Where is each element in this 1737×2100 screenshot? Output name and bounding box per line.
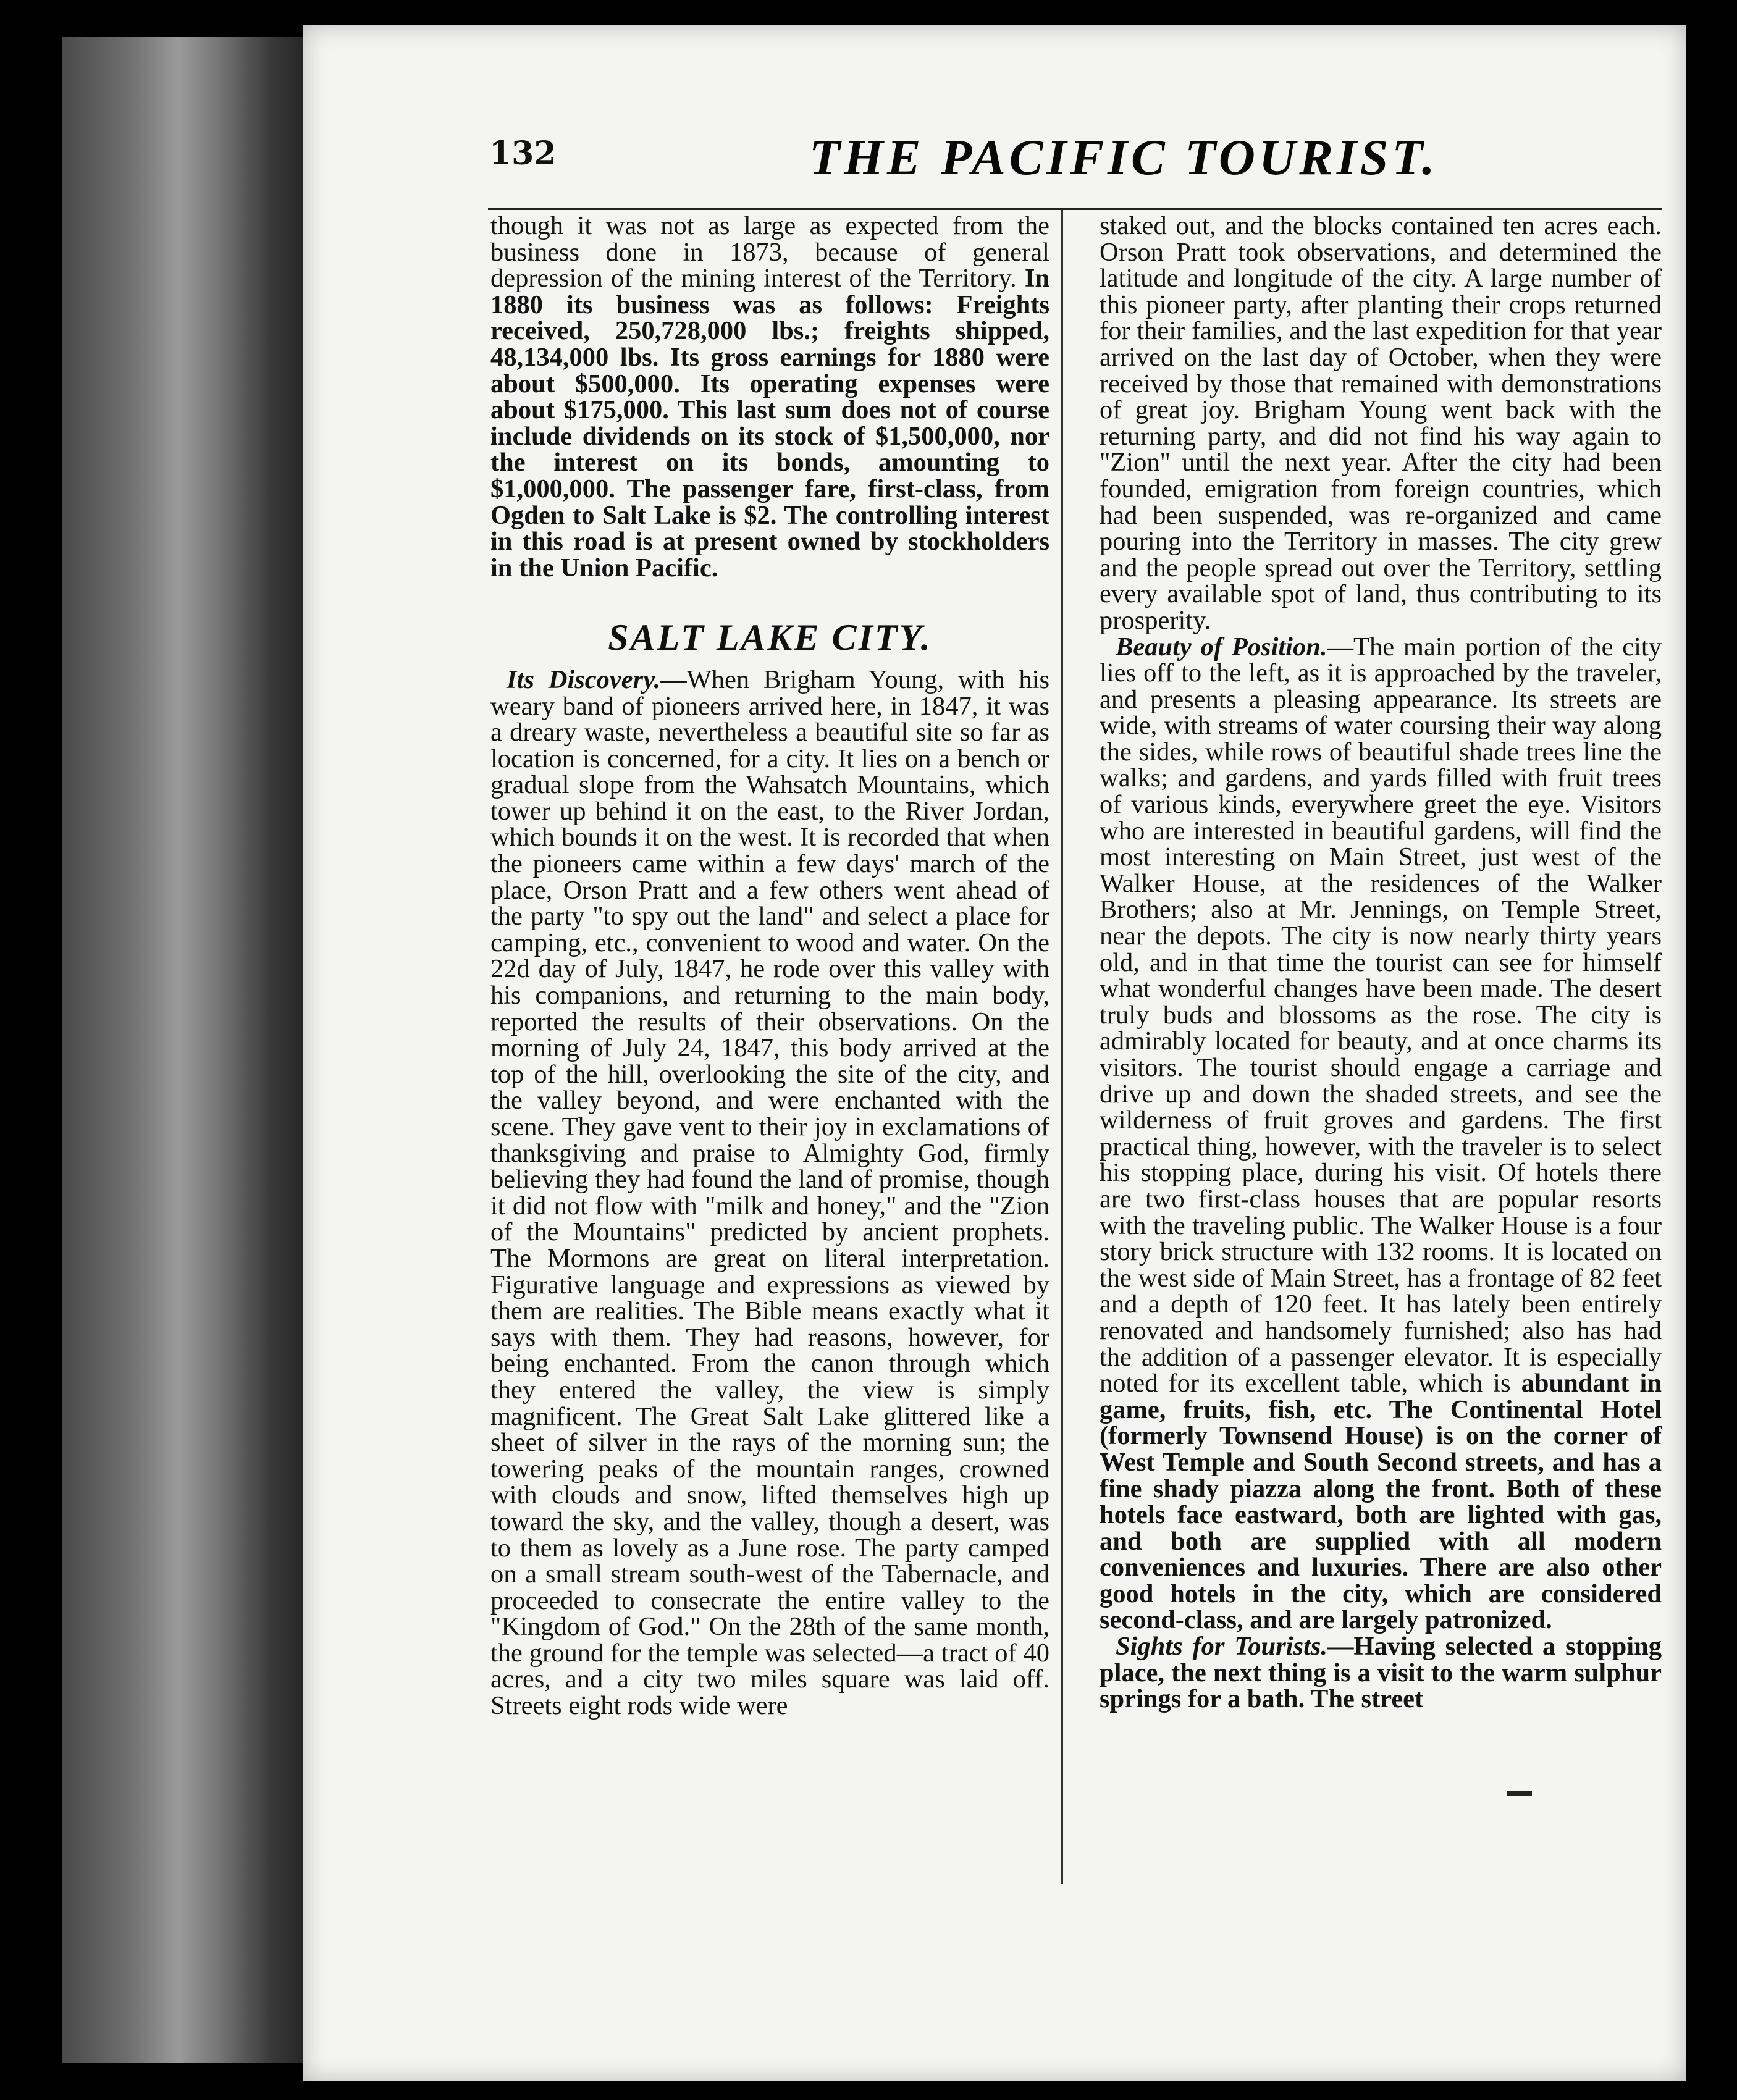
beauty-paragraph xyxy=(1100,634,1662,1634)
discovery-lead-in: Its Discovery. xyxy=(507,665,661,694)
discovery-paragraph xyxy=(490,667,1049,1720)
book-page-edge xyxy=(62,37,321,2063)
beauty-lead-in: Beauty of Position. xyxy=(1116,632,1327,662)
beauty-text-bold: abundant in game, fruits, fish, etc. The Continental Hotel (formerly Townsend House) is on the corner of West Temple and South Second streets, and has a fine shady piazza along the front. Both of these hotels face eastward, both are lighted with gas, and both are supplied with all modern conveniences and luxuries. There are also other good hotels in the city, which are considered second-class, and are largely patronized. xyxy=(1100,1369,1662,1635)
page-number: 132 xyxy=(489,135,557,172)
ink-smudge xyxy=(1507,1791,1532,1796)
opening-text: though it was not as large as expected from the business done in 1873, because of general depression of the mining interest of the Territory. xyxy=(490,211,1049,293)
column-divider xyxy=(1061,210,1063,1884)
book-page xyxy=(303,25,1686,2081)
continuation-paragraph: staked out, and the blocks contained ten acres each. Orson Pratt took observations, and determined the latitude and longitude of the city. A large number of this pioneer party, after planting their crops returned for their families, and the last expedition for that year arrived on the last day of October, when they were received by those that remained with demonstrations of great joy. Brigham Young went back with the returning party, and did not find his way again to "Zion" until the next year. After the city had been founded, emigration from foreign countries, which had been suspended, was re-organized and came pouring into the Territory in masses. The city grew and the people spread out over the Territory, settling every available spot of land, thus contributing to its prosperity. xyxy=(1100,211,1662,635)
running-title: THE PACIFIC TOURIST. xyxy=(809,129,1439,185)
right-column xyxy=(1100,213,1662,1713)
opening-paragraph xyxy=(490,213,1049,581)
header-rule xyxy=(488,208,1662,210)
opening-text-bold: In 1880 its business was as follows: Freights received, 250,728,000 lbs.; freights shipped, 48,134,000 lbs. Its gross earnings for 1880 were about $500,000. Its operating expenses were about $175,000. This last sum does not of course include dividends on its stock of $1,500,000, nor the interest on its bonds, amounting to $1,000,000. The passenger fare, first-class, from Ogden to Salt Lake is $2. The controlling interest in this road is at present owned by stockholders in the Union Pacific. xyxy=(490,264,1049,582)
section-title: SALT LAKE CITY. xyxy=(608,617,932,658)
sights-lead-in: Sights for Tourists. xyxy=(1116,1632,1328,1661)
discovery-text: —When Brigham Young, with his weary band of pioneers arrived here, in 1847, it was a dreary waste, nevertheless a beautiful site so far as location is concerned, for a city. It lies on a bench or gradual slope from the Wahsatch Mountains, which tower up behind it on the east, to the River Jordan, which bounds it on the west. It is recorded that when the pioneers came within a few days' march of the place, Orson Pratt and a few others went ahead of the party "to spy out the land" and select a place for camping, etc., convenient to wood and water. On the 22d day of July, 1847, he rode over this valley with his companions, and returning to the main body, reported the results of their observations. On the morning of July 24, 1847, this body arrived at the top of the hill, overlooking the site of the city, and the valley beyond, and were enchanted with the scene. They gave vent to their joy in exclamations of thanksgiving and praise to Almighty God, firmly believing they had found the land of promise, though it did not flow with "milk and honey," and the "Zion of the Mountains" predicted by ancient prophets. The Mormons are great on literal interpretation. Figurative language and expressions as viewed by them are realities. The Bible means exactly what it says with them. They had reasons, however, for being enchanted. From the canon through which they entered the valley, the view is simply magnificent. The Great Salt Lake glittered like a sheet of silver in the rays of the morning sun; the towering peaks of the mountain ranges, crowned with clouds and snow, lifted themselves high up toward the sky, and the valley, though a desert, was to them as lovely as a June rose. The party camped on a small stream south-west of the Tabernacle, and proceeded to consecrate the entire valley to the "Kingdom of God." On the 28th of the same month, the ground for the temple was selected—a tract of 40 acres, and a city two miles square was laid off. Streets eight rods wide were xyxy=(490,665,1049,1721)
sights-text: —Having selected a stopping place, the next thing is a visit to the warm sulphur springs for a bath. The street xyxy=(1100,1632,1662,1714)
beauty-text: —The main portion of the city lies off to the left, as it is approached by the traveler, and presents a pleasing appearance. Its streets are wide, with streams of water coursing their way along the sides, while rows of beautiful shade trees line the walks; and gardens, and yards filled with fruit trees of various kinds, everywhere greet the eye. Visitors who are interested in beautiful gardens, will find the most interesting on Main Street, just west of the Walker House, at the residences of the Walker Brothers; also at Mr. Jennings, on Temple Street, near the depots. The city is now nearly thirty years old, and in that time the tourist can see for himself what wonderful changes have been made. The desert truly buds and blossoms as the rose. The city is admirably located for beauty, and at once charms its visitors. The tourist should engage a carriage and drive up and down the shaded streets, and see the wilderness of fruit groves and gardens. The first practical thing, however, with the traveler is to select his stopping place, during his visit. Of hotels there are two first-class houses that are popular resorts with the traveling public. The Walker House is a four story brick structure with 132 rooms. It is located on the west side of Main Street, has a frontage of 82 feet and a depth of 120 feet. It has lately been entirely renovated and handsomely furnished; also has had the addition of a passenger elevator. It is especially noted for its excellent table, which is xyxy=(1100,632,1662,1398)
left-column xyxy=(490,213,1049,1720)
sights-paragraph xyxy=(1100,1634,1662,1713)
